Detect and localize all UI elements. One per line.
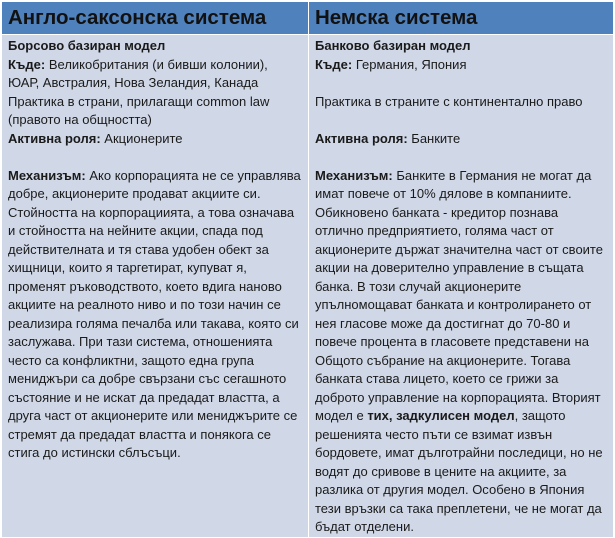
left-where-label: Къде: [8, 56, 46, 72]
right-mechanism-tail: , защото решенията често пъти се взимат извън бордовете, имат дълготрайни последици, но не водят до сривове в цените на акциите, за разлика от другия модел. Особено в Япония тези връзки са така преплетени, че не могат да бъдат отделени. [315, 408, 603, 534]
left-mechanism [8, 167, 302, 463]
right-role [315, 130, 607, 149]
left-role-label: Активна роля: [8, 130, 101, 146]
left-role-text: Акционерите [100, 130, 183, 146]
right-mechanism-bold: тих, задкулисен модел [367, 408, 515, 423]
right-content [309, 35, 613, 537]
left-role [8, 130, 302, 149]
right-header-cell [309, 2, 614, 35]
right-spacer-2 [315, 111, 607, 130]
body-row [2, 35, 614, 538]
right-spacer-3 [315, 148, 607, 167]
left-mechanism-label: Механизъм: [8, 167, 86, 183]
left-model: Борсово базиран модел [8, 38, 166, 53]
left-practice: Практика в страни, прилагащи common law (правото на общността) [8, 93, 270, 127]
left-spacer [8, 148, 302, 167]
right-role-text: Банките [407, 130, 461, 146]
right-model: Банково базиран модел [315, 38, 471, 53]
left-header-cell [2, 2, 309, 35]
comparison-table [1, 1, 614, 538]
left-header-title: Англо-саксонска система [8, 6, 267, 29]
left-where-text: Великобритания (и бивши колонии), ЮАР, Австралия, Нова Зеландия, Канада [8, 56, 268, 90]
left-content [2, 35, 308, 463]
right-mechanism-label: Механизъм: [315, 167, 393, 183]
right-practice: Практика в страните с континентално право [315, 93, 583, 109]
right-where-label: Къде: [315, 56, 353, 72]
left-body-cell [2, 35, 309, 538]
right-where [315, 56, 607, 75]
right-where-text: Германия, Япония [352, 56, 467, 72]
right-body-cell [309, 35, 614, 538]
right-spacer-1 [315, 74, 607, 93]
right-mechanism [315, 167, 607, 537]
left-where [8, 56, 302, 93]
header-row [2, 2, 614, 35]
right-header-title: Немска система [315, 6, 478, 29]
right-role-label: Активна роля: [315, 130, 408, 146]
left-mechanism-text: Ако корпорацията не се управлява добре, акционерите продават акциите си. Стойността на корпорациията, а това означава и стойността на нейните акции, спада под действителната и тя става удобен обект за хищници, които я таргетират, купуват я, променят ръководството, което вдига наново акциите на реалното ниво и по този начин се реализира голяма печалба или такава, която си заслужава. При тази система, отношенията често са конфликтни, защото една група мениджъри са добре свързани със сегашното състояние и не искат да предадат властта, а друга част от акционерите или мениджърите се стремят да предадат властта и понякога се стига до истински сблъсъци. [8, 167, 301, 460]
right-mechanism-text: Банките в Германия не могат да имат повече от 10% дялове в компаниите. Обикновено банката - кредитор познава отлично предприятието, голяма част от акционерите държат значителна част от своите акции на доверително управление в същата банка. В този случай акционерите упълномощават банката и контролирането от нея гласове може да достигнат до 70-80 и повече процента в гласовете представени на Общото събрание на акционерите. Тогава банката става лицето, което се грижи за доброто управление на корпорацията. Вторият модел е [315, 167, 603, 423]
